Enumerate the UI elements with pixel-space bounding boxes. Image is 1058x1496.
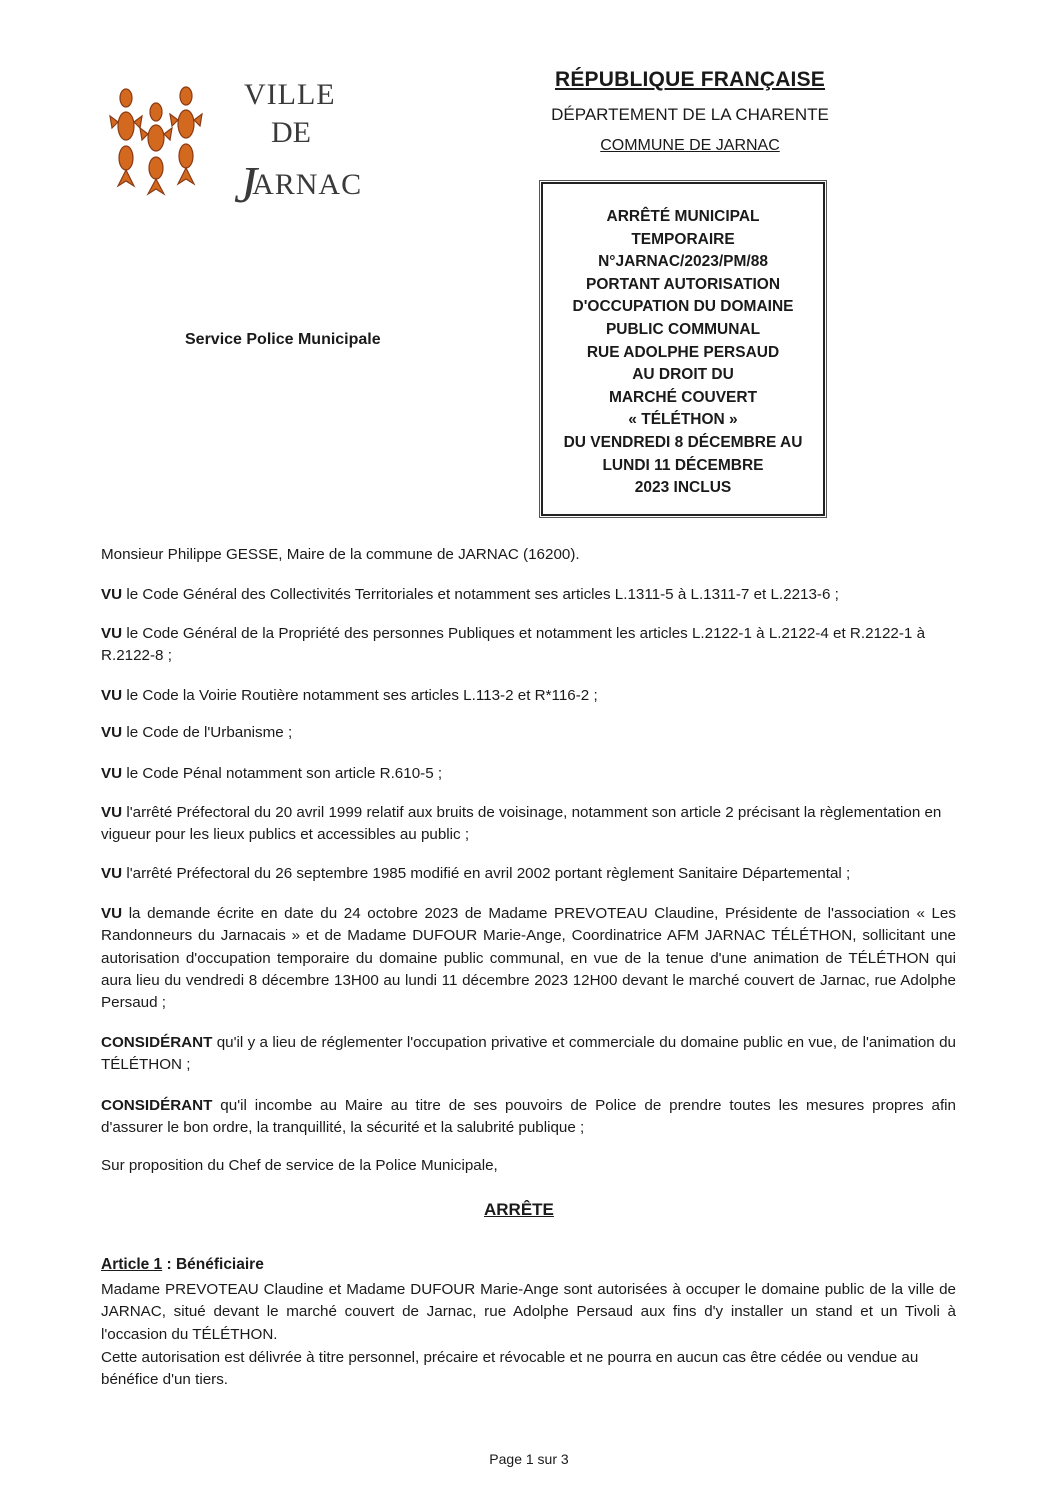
logo-initial: J — [234, 157, 259, 214]
logo-wordmark — [234, 78, 384, 228]
vu-label: VU — [101, 804, 123, 821]
title-line: MARCHÉ COUVERT — [608, 388, 758, 406]
vu-text: le Code Général de la Propriété des personnes Publiques et notamment les articles L.2122-1 à L.2122-4 et R.2122-1 à R.2122-8 ; — [101, 625, 926, 665]
vu-text: le Code la Voirie Routière notamment ses articles L.113-2 et R*116-2 ; — [126, 687, 598, 704]
vu-paragraph — [101, 863, 956, 885]
vu-label: VU — [101, 586, 123, 603]
article-1-heading — [101, 1256, 264, 1274]
logo-line-jarnac-rest: ARNAC — [252, 168, 363, 201]
title-line: LUNDI 11 DÉCEMBRE — [602, 456, 764, 474]
proposition-line: Sur proposition du Chef de service de la Police Municipale, — [101, 1157, 498, 1174]
considerant-text: qu'il y a lieu de réglementer l'occupation privative et commerciale du domaine public en vue, de l'animation du TÉLÉTHON ; — [101, 1034, 956, 1074]
logo-line-de: DE — [271, 116, 311, 149]
title-line: PORTANT AUTORISATION — [585, 275, 781, 293]
page-number: Page 1 sur 3 — [489, 1451, 569, 1467]
considerant-label: CONSIDÉRANT — [101, 1034, 213, 1051]
logo-line-ville: VILLE — [244, 78, 336, 111]
vu-label: VU — [101, 625, 123, 642]
vu-paragraph — [101, 623, 956, 668]
fish-emblem-icon — [108, 86, 208, 198]
title-line: ARRÊTÉ MUNICIPAL — [606, 208, 760, 225]
title-line: « TÉLÉTHON » — [628, 411, 738, 429]
vu-text: le Code Pénal notamment son article R.610-5 ; — [126, 765, 443, 782]
title-line: RUE ADOLPHE PERSAUD — [586, 343, 780, 361]
vu-text: le Code Général des Collectivités Territoriales et notamment ses articles L.1311-5 à L.1311-7 et L.2213-6 ; — [126, 586, 839, 603]
vu-paragraph — [101, 903, 956, 1014]
considerant-label: CONSIDÉRANT — [101, 1097, 213, 1114]
title-line: PUBLIC COMMUNAL — [605, 320, 761, 338]
vu-label: VU — [101, 765, 123, 782]
vu-label: VU — [101, 687, 123, 704]
header-country: RÉPUBLIQUE FRANÇAISE — [554, 68, 826, 91]
title-line: D'OCCUPATION DU DOMAINE — [572, 298, 794, 316]
title-line: 2023 INCLUS — [634, 479, 732, 497]
header-commune: COMMUNE DE JARNAC — [600, 137, 780, 154]
logo-line-jarnac — [234, 156, 362, 215]
vu-text: l'arrêté Préfectoral du 26 septembre 1985 modifié en avril 2002 portant règlement Sanitaire Départemental ; — [126, 865, 851, 882]
title-line: N°JARNAC/2023/PM/88 — [598, 253, 768, 271]
considerant-paragraph — [101, 1095, 956, 1140]
vu-paragraph — [101, 763, 956, 785]
vu-label: VU — [101, 865, 123, 882]
considerant-paragraph — [101, 1032, 956, 1077]
article-1-paragraph: Cette autorisation est délivrée à titre personnel, précaire et révocable et ne pourra en aucun cas être cédée ou vendue au bénéfice d'un tiers. — [101, 1349, 919, 1389]
vu-label: VU — [101, 905, 123, 922]
vu-paragraph — [101, 685, 956, 707]
title-line: AU DROIT DU — [632, 366, 734, 384]
article-1-title: : Bénéficiaire — [162, 1256, 264, 1273]
vu-paragraph — [101, 722, 956, 744]
vu-text: la demande écrite en date du 24 octobre 2023 de Madame PREVOTEAU Claudine, Présidente de l'association « Les Randonneurs du Jarnacais » et de Madame DUFOUR Marie-Ange, Coordinatrice AFM JARNAC TÉLÉTHON, sollicitant une autorisation d'occupation temporaire du domaine public communal, en vue de la tenue d'une animation de TÉLÉTHON qui aura lieu du vendredi 8 décembre 13H00 au lundi 11 décembre 2023 12H00 devant le marché couvert de Jarnac, rue Adolphe Persaud ; — [101, 905, 956, 1012]
vu-text: l'arrêté Préfectoral du 20 avril 1999 relatif aux bruits de voisinage, notamment son article 2 précisant la règlementation en vigueur pour les lieux publics et accessibles au public ; — [101, 804, 942, 844]
article-1-paragraph: Madame PREVOTEAU Claudine et Madame DUFOUR Marie-Ange sont autorisées à occuper le domaine public de la ville de JARNAC, situé devant le marché couvert de Jarnac, rue Adolphe Persaud aux fins d'y installer un stand et un Tivoli à l'occasion du TÉLÉTHON. — [101, 1281, 956, 1343]
service-name: Service Police Municipale — [185, 331, 381, 348]
decree-title-box — [541, 182, 825, 516]
considerant-text: qu'il incombe au Maire au titre de ses pouvoirs de Police de prendre toutes les mesures propres afin d'assurer le bon ordre, la tranquillité, la sécurité et la salubrité publique ; — [101, 1097, 956, 1137]
mayor-text: Monsieur Philippe GESSE, Maire de la commune de JARNAC (16200). — [101, 546, 580, 563]
title-line: TEMPORAIRE — [631, 230, 735, 248]
vu-text: le Code de l'Urbanisme ; — [126, 724, 293, 741]
vu-paragraph — [101, 802, 956, 847]
article-1-number: Article 1 — [101, 1256, 163, 1273]
mayor-line — [101, 544, 956, 566]
header-department: DÉPARTEMENT DE LA CHARENTE — [551, 105, 829, 124]
city-logo — [108, 78, 378, 228]
arrete-heading: ARRÊTE — [484, 1200, 554, 1219]
vu-paragraph — [101, 584, 956, 606]
title-line: DU VENDREDI 8 DÉCEMBRE AU — [563, 433, 803, 451]
vu-label: VU — [101, 724, 123, 741]
